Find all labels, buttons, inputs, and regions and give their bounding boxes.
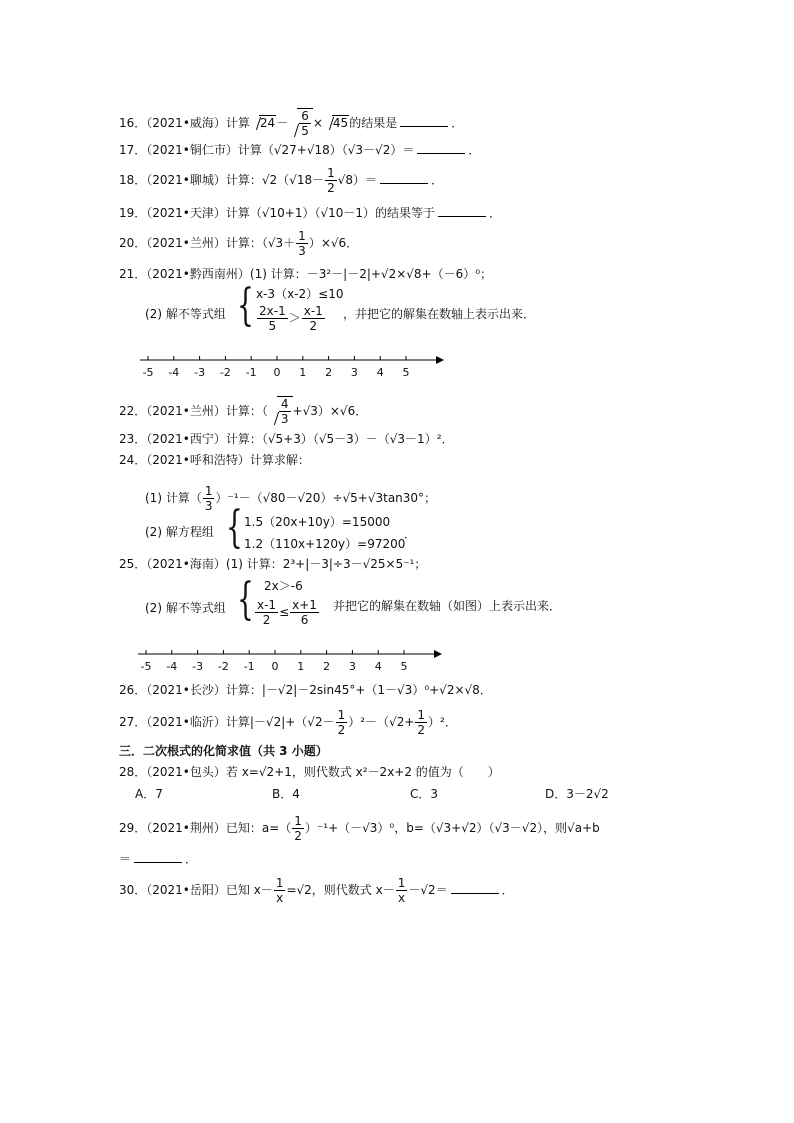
fraction: $\frac{1}{2}$ <box>327 166 335 195</box>
axis-tick-label: -4 <box>168 366 180 379</box>
question-19: 19．（2021•天津）计算（√10+1）（√10－1）的结果等于 ． <box>119 206 502 220</box>
axis-tick-label: -1 <box>245 366 257 379</box>
number-line <box>140 352 450 380</box>
equation-1: 1.5（20x+10y）=15000 <box>244 515 391 529</box>
inequality-2: $\frac{x-1}{2}$ ≤ $\frac{x+1}{6}$ <box>257 598 317 627</box>
question-20: 20．（2021•兰州）计算：（√3＋ $\frac{1}{3}$ ）×√6． <box>119 229 359 258</box>
question-22: 22．（2021•兰州）计算：（ $\frac{4}{3}$ +√3）×√6． <box>119 397 368 426</box>
axis-tick-label: 0 <box>273 366 281 379</box>
option-c[interactable]: C．3 <box>410 787 439 801</box>
axis-tick-label: 3 <box>350 366 358 379</box>
axis-tick-label: -4 <box>166 660 178 673</box>
axis-tick-label: 5 <box>400 660 408 673</box>
sqrt-fraction: $\frac{6}{5}$ <box>288 108 313 138</box>
axis-tick-label: 4 <box>374 660 382 673</box>
axis-tick-label: -2 <box>217 660 229 673</box>
axis-tick-label: -3 <box>192 660 204 673</box>
inequality-1: 2x＞-6 <box>264 579 303 593</box>
system-brace: { <box>237 574 254 625</box>
fraction: $\frac{1}{3}$ <box>298 229 306 258</box>
axis-tick-label: -2 <box>219 366 231 379</box>
axis-tick-label: -5 <box>140 660 152 673</box>
system-brace: { <box>237 280 254 331</box>
question-23: 23．（2021•西宁）计算：（√5+3）（√5－3）－（√3－1）²． <box>119 432 454 446</box>
option-a[interactable]: A．7 <box>135 787 163 801</box>
question-source: （2021•威海）计算 <box>146 116 250 130</box>
number-line <box>138 646 448 674</box>
question-21-part2-label: (2) 解不等式组 <box>145 307 226 321</box>
axis-tick-label: 3 <box>348 660 356 673</box>
axis-tick-label: -1 <box>243 660 255 673</box>
question-24-part2-label: (2) 解方程组 <box>145 525 214 539</box>
axis-arrow <box>434 650 442 658</box>
equation-2: 1.2（110x+120y）=97200 <box>244 537 406 551</box>
question-26: 26．（2021•长沙）计算：|－√2|－2sin45°+（1－√3）⁰+√2×√8． <box>119 683 492 697</box>
axis-tick-label: 2 <box>323 660 331 673</box>
sqrt-fraction: $\frac{4}{3}$ <box>268 396 293 426</box>
answer-blank[interactable] <box>400 114 448 127</box>
question-29: 29．（2021•荆州）已知：a=（ $\frac{1}{2}$ ）⁻¹+（－√3）⁰，b=（√3+√2）（√3－√2），则√a+b <box>119 814 600 843</box>
question-21-part1: 21．（2021•黔西南州）(1) 计算：－3²－|－2|+√2×√8+（－6）⁰； <box>119 267 493 281</box>
answer-blank[interactable] <box>417 141 465 154</box>
question-25: 25．（2021•海南）(1) 计算：2³+|－3|÷3－√25×5⁻¹； <box>119 557 427 571</box>
axis-tick-label: -3 <box>194 366 206 379</box>
worksheet-page: 16．（2021•威海）计算 24－ $\frac{6}{5}$ × 45的结果是 ． 17．（2021•铜仁市）计算（√27+√18）（√3－√2）＝ ． 18．（2021•聊城）计算：√2（√18－ $\frac{1}{2}$ √8）＝ ． 19．（2021•天津）计算（√10+1）（√10－1）的结果等于 ． 20．（2021•兰州）计算：（√3＋ $\frac{1}{3}$ ）×√6． 21．（2021•黔西南州）(1) 计算：－3²－|－2|+√2×√8+（－6）⁰； (2) 解不等式组 { x-3（x-2）≤10 $\frac{2x-1}{5}$ ＞ $\frac{x-1}{2}$ ，并把它的解集在数轴上表示出来． -5 -4 -3 -2 -1 0 1 2 3 4 5 22．（2021•兰州）计算：（ $\frac{4}{3}$ +√3）×√6． 23．（2021•西宁）计算：（√5+3）（√5－3）－（√3－1）²． 24．（2021•呼和浩特）计算求解： (1) 计算（ $\frac{1}{3}$ ）⁻¹－（√80－√20）÷√5+√3tan30°； (2) 解方程组 { 1.5（20x+10y）=15000 1.2（110x+120y）=97200 ． 25．（2021•海南）(1) 计算：2³+|－3|÷3－√25×5⁻¹； (2) 解不等式组 { 2x＞-6 $\frac{x-1}{2}$ ≤ $\frac{x+1}{6}$ 并把它的解集在数轴（如图）上表示出来． -5 -4 -3 -2 -1 0 1 2 3 4 5 26．（2021•长沙）计算：|－√2|－2sin45°+（1－√3）⁰+√2×√8． 27．（2021•临沂）计算|－√2|+（√2－ $\frac{1}{2}$ ）²－（√2+ $\frac{1}{2}$ ）²． 三．二次根式的化简求值（共 3 小题） 28．（2021•包头）若 x=√2+1，则代数式 x²－2x+2 的值为（ ） A．7 B．4 C．3 D．3－2√2 29．（2021•荆州）已知：a=（ $\frac{1}{2}$ ）⁻¹+（－√3）⁰，b=（√3+√2）（√3－√2），则√a+b ＝ ． 30．（2021•岳阳）已知 x－ $\frac{1}{x}$ =√2，则代数式 x－ $\frac{1}{x}$ －√2＝ ． <box>119 109 609 905</box>
sqrt-45: 45 <box>323 115 349 131</box>
question-25-instruction: 并把它的解集在数轴（如图）上表示出来． <box>333 599 562 613</box>
question-30: 30．（2021•岳阳）已知 x－ $\frac{1}{x}$ =√2，则代数式 x－ $\frac{1}{x}$ －√2＝ ． <box>119 876 514 905</box>
answer-blank[interactable] <box>438 204 486 217</box>
section-title: 三．二次根式的化简求值（共 3 小题） <box>119 744 328 758</box>
option-d[interactable]: D．3－2√2 <box>545 787 609 801</box>
question-28: 28．（2021•包头）若 x=√2+1，则代数式 x²－2x+2 的值为（ ） <box>119 765 500 779</box>
axis-arrow <box>436 356 444 364</box>
question-27: 27．（2021•临沂）计算|－√2|+（√2－ $\frac{1}{2}$ ）²－（√2+ $\frac{1}{2}$ ）²． <box>119 708 457 737</box>
question-24: 24．（2021•呼和浩特）计算求解： <box>119 453 310 467</box>
answer-blank[interactable] <box>380 171 428 184</box>
axis-tick-label: 2 <box>325 366 333 379</box>
answer-blank[interactable] <box>451 881 499 894</box>
question-18: 18．（2021•聊城）计算：√2（√18－ $\frac{1}{2}$ √8）＝ ． <box>119 166 444 195</box>
answer-blank[interactable] <box>134 850 182 863</box>
question-17: 17．（2021•铜仁市）计算（√27+√18）（√3－√2）＝ ． <box>119 143 481 157</box>
question-24-part1: (1) 计算（ $\frac{1}{3}$ ）⁻¹－（√80－√20）÷√5+√3tan30°； <box>145 484 437 513</box>
axis-tick-label: 4 <box>376 366 384 379</box>
question-21-instruction: ，并把它的解集在数轴上表示出来． <box>343 307 536 321</box>
inequality-1: x-3（x-2）≤10 <box>256 287 344 301</box>
axis-tick-label: 5 <box>402 366 410 379</box>
system-brace: { <box>226 502 243 553</box>
question-16: 16．（2021•威海）计算 24－ $\frac{6}{5}$ × 45的结果是 ． <box>119 109 464 138</box>
question-25-part2-label: (2) 解不等式组 <box>145 601 226 615</box>
axis-tick-label: 0 <box>271 660 279 673</box>
inequality-2: $\frac{2x-1}{5}$ ＞ $\frac{x-1}{2}$ <box>259 304 323 333</box>
sqrt-24: 24 <box>250 115 276 131</box>
question-29-answer: ＝ ． <box>119 852 198 866</box>
option-b[interactable]: B．4 <box>272 787 300 801</box>
question-number: 16． <box>119 116 147 130</box>
axis-tick-label: -5 <box>142 366 154 379</box>
axis-tick-label: 1 <box>297 660 305 673</box>
axis-tick-label: 1 <box>299 366 307 379</box>
